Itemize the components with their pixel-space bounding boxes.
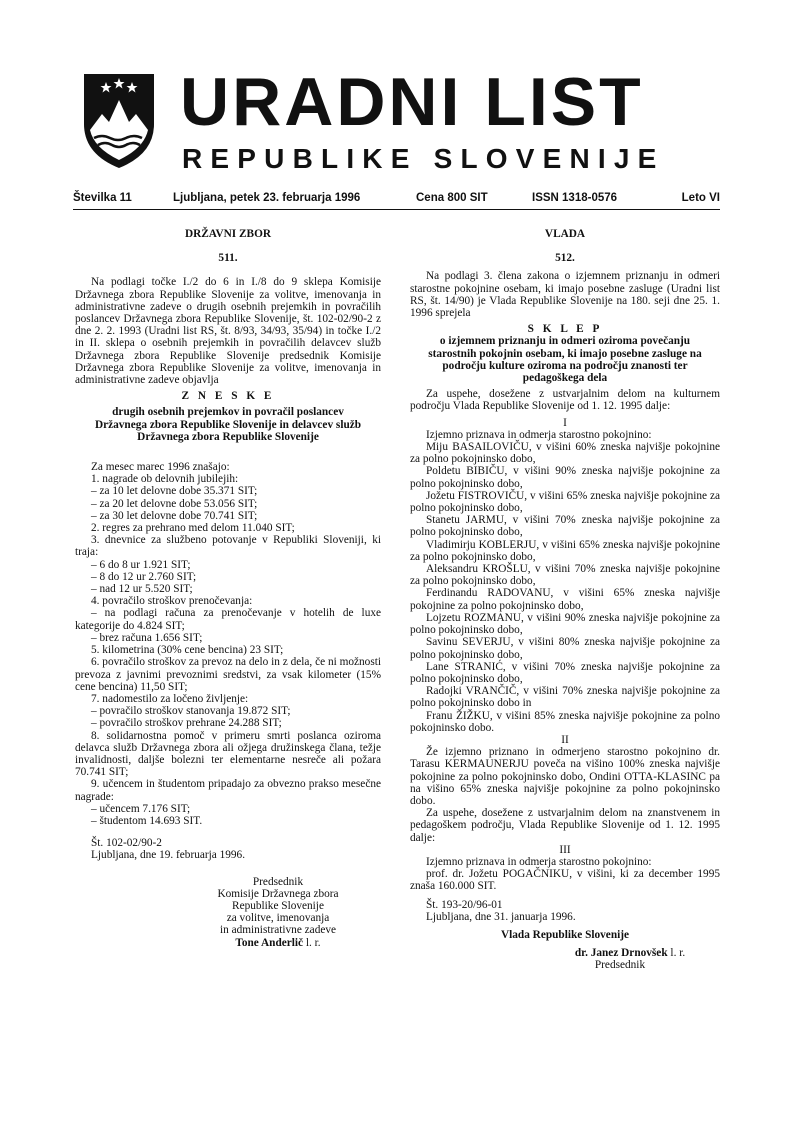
government-name: Vlada Republike Slovenije xyxy=(500,928,630,941)
signer-name: dr. Janez Drnovšek xyxy=(574,947,668,960)
signature-line: in administrativne zadeve xyxy=(219,924,337,937)
reference-number: Št. 193-20/96-01 xyxy=(426,898,503,911)
act-heading: Z N E S K E xyxy=(181,390,275,403)
pension-entry: Miju BASAILOVIČU, v višini 60% zneska najvišje pokojnine za polno pokojninsko dobo, xyxy=(410,441,720,466)
signer xyxy=(175,937,381,949)
coat-of-arms-icon xyxy=(80,72,158,170)
signature-block xyxy=(175,876,381,937)
list-item: – učencem 7.176 SIT; xyxy=(91,802,191,815)
signer-name: Tone Anderlič xyxy=(235,936,304,949)
act-number: 511. xyxy=(218,252,238,265)
place-date: Ljubljana, dne 31. januarja 1996. xyxy=(426,910,576,923)
list-item: 2. regres za prehrano med delom 11.040 SIT; xyxy=(91,522,295,535)
masthead-subtitle: REPUBLIKE SLOVENIJE xyxy=(182,143,665,174)
list-item: – povračilo stroškov prehrane 24.288 SIT; xyxy=(91,717,282,730)
list-item: 7. nadomestilo za ločeno življenje: xyxy=(91,692,249,705)
pension-entry: Aleksandru KROŠLU, v višini 70% zneska najvišje pokojnine za polno pokojninsko dobo, xyxy=(410,563,720,588)
list-item: 4. povračilo stroškov prenočevanja: xyxy=(91,595,253,608)
pension-entry: Radojki VRANČIČ, v višini 70% zneska najvišje pokojnine za polno pokojninsko dobo in xyxy=(410,685,720,710)
intro-paragraph: Na podlagi točke I./2 do 6 in I./8 do 9 sklepa Komisije Državnega zbora Republike Slovenije za volitve, imenovanja in administrativne zadeve o drugih osebnih prejemkih in povračilih poslancev Državnega zbora Republike Slovenije, št. 102-02/90-2 z dne 2. 2. 1993 (Uradni list RS, št. 8/93, 34/93, 35/94) in točke I./2 in II. sklepa o osebnih prejemkih in povračilih delavcev služb Državnega zbora Republike Slovenije predsednik Komisije Državnega zbora Republike Slovenije za volitve, imenovanja in administrativne zadeve objavlja xyxy=(75,276,381,387)
section-heading: DRŽAVNI ZBOR xyxy=(184,228,272,240)
pension-entry: Savinu SEVERJU, v višini 80% zneska najvišje pokojnine za polno pokojninsko dobo, xyxy=(410,636,720,661)
lead-1: Izjemno priznava in odmerja starostno pokojnino: xyxy=(426,428,652,441)
signature-line: za volitve, imenovanja xyxy=(226,912,330,925)
signature-line: Predsednik xyxy=(252,875,304,888)
roman-section-2: II xyxy=(561,733,569,746)
list-item: 1. nagrade ob delovnih jubilejih: xyxy=(91,473,239,486)
place-date: Ljubljana, dne 19. februarja 1996. xyxy=(91,849,246,862)
preamble: Za uspehe, dosežene z ustvarjalnim delom na kulturnem področju Vlada Republike Slovenije od 1. 12. 1995 dalje: xyxy=(410,388,720,413)
paragraph-4: prof. dr. Jožetu POGAČNIKU, v višini, ki za december 1995 znaša 160.000 SIT. xyxy=(410,868,720,893)
act-heading: S K L E P xyxy=(527,323,603,336)
signer-role: Predsednik xyxy=(594,959,646,972)
roman-section-3: III xyxy=(559,843,571,856)
amounts-list xyxy=(75,461,381,827)
issue-number: Številka 11 xyxy=(73,192,132,204)
pension-entry: Lane STRANIĆ, v višini 70% zneska najvišje pokojnine za polno pokojninsko dobo, xyxy=(410,660,720,685)
right-column xyxy=(410,228,720,972)
list-item: – brez računa 1.656 SIT; xyxy=(91,631,203,644)
issue-info-bar xyxy=(73,189,720,210)
list-item: – 6 do 8 ur 1.921 SIT; xyxy=(91,558,191,571)
act-title: o izjemnem priznanju in odmeri oziroma povečanju starostnih pokojnin osebam, ki imajo posebne zasluge na področju kulture oziroma na področju znanosti ter pedagoškega dela xyxy=(428,335,702,385)
issn: ISSN 1318-0576 xyxy=(532,192,618,204)
list-item: – povračilo stroškov stanovanja 19.872 SIT; xyxy=(91,705,291,718)
list-item: – za 20 let delovne dobe 53.056 SIT; xyxy=(91,497,258,510)
list-item: – za 30 let delovne dobe 70.741 SIT; xyxy=(91,509,258,522)
pension-entry: Ferdinandu RADOVANU, v višini 65% zneska najvišje pokojnine za polno pokojninsko dobo, xyxy=(410,587,720,612)
list-item: – 8 do 12 ur 2.760 SIT; xyxy=(91,570,197,583)
act-number: 512. xyxy=(555,252,575,265)
pension-entry: Franu ŽIŽKU, v višini 85% zneska najvišje pokojnine za polno pokojninsko dobo. xyxy=(410,709,720,734)
signature-line: Republike Slovenije xyxy=(232,899,324,912)
pension-entry: Jožetu FISTROVIČU, v višini 65% zneska najvišje pokojnine za polno pokojninsko dobo, xyxy=(410,489,720,515)
list-item: – na podlagi računa za prenočevanje v hotelih de luxe kategorije do 4.824 SIT; xyxy=(75,607,381,632)
list-item: Za mesec marec 1996 znašajo: xyxy=(91,461,230,474)
signer-suffix: l. r. xyxy=(667,947,686,960)
issue-year: Leto VI xyxy=(681,192,720,204)
list-item: – študentom 14.693 SIT. xyxy=(91,814,203,827)
reference-number: Št. 102-02/90-2 xyxy=(91,837,162,850)
signature-line: Komisije Državnega zbora xyxy=(217,887,339,900)
list-item: 9. učencem in študentom pripadajo za obvezno prakso mesečne nagrade: xyxy=(75,778,381,803)
paragraph-3: Za uspehe, dosežene z ustvarjalnim delom na znanstvenem in pedagoškem področju, Vlada Republike Slovenije od 1. 12. 1995 dalje: xyxy=(410,807,720,844)
roman-section-1: I xyxy=(563,416,567,429)
signer-suffix: l. r. xyxy=(303,936,321,949)
intro-paragraph: Na podlagi 3. člena zakona o izjemnem priznanju in odmeri starostne pokojnine osebam, ki imajo posebne zasluge (Uradni list RS, št. 14/90) je Vlada Republike Slovenije na 180. seji dne 25. 1. 1996 sprejela xyxy=(410,270,720,320)
left-column xyxy=(75,228,381,949)
list-item: 3. dnevnice za službeno potovanje v Republiki Sloveniji, ki traja: xyxy=(75,534,381,559)
pension-entry: Vladimirju KOBLERJU, v višini 65% zneska najvišje pokojnine za polno pokojninsko dobo, xyxy=(410,538,720,563)
section-heading: VLADA xyxy=(544,228,586,240)
masthead-title: URADNI LIST xyxy=(180,64,644,140)
pension-entry: Stanetu JARMU, v višini 70% zneska najvišje pokojnine za polno pokojninsko dobo, xyxy=(410,514,720,539)
lead-3: Izjemno priznava in odmerja starostno pokojnino: xyxy=(426,855,652,868)
signer xyxy=(540,947,720,959)
act-title: drugih osebnih prejemkov in povračil poslancev Državnega zbora Republike Slovenije in delavcev služb Državnega zbora Republike Slovenije xyxy=(94,406,362,443)
paragraph-2: Že izjemno priznano in odmerjeno starostno pokojnino dr. Tarasu KERMAUNERJU poveča na višino 100% zneska najvišje pokojnine za polno pokojninsko dobo, Ondini OTTA-KLASINC pa na višino 65% zneska najvišje pokojnine za polno pokojninsko dobo. xyxy=(410,746,720,807)
issue-date: Ljubljana, petek 23. februarja 1996 xyxy=(173,192,361,204)
pension-entry: Poldetu BIBIČU, v višini 90% zneska najvišje pokojnine za polno pokojninsko dobo, xyxy=(410,465,720,490)
list-item: – nad 12 ur 5.520 SIT; xyxy=(91,583,193,596)
list-item: 8. solidarnostna pomoč v primeru smrti poslanca oziroma delavca služb Državnega zbora ali ožjega družinskega člana, težje invalidnosti, daljše bolezni ter elementarne nesreče ali požara 70.741 SIT; xyxy=(75,729,381,779)
list-item: 6. povračilo stroškov za prevoz na delo in z dela, če ni možnosti prevoza z javnimi prevoznimi sredstvi, za vsak kilometer (15% cene bencina) 11,50 SIT; xyxy=(75,656,381,693)
pensions-list xyxy=(410,441,720,734)
list-item: – za 10 let delovne dobe 35.371 SIT; xyxy=(91,485,258,498)
list-item: 5. kilometrina (30% cene bencina) 23 SIT; xyxy=(91,644,284,657)
issue-price: Cena 800 SIT xyxy=(416,192,488,204)
pension-entry: Lojzetu ROZMANU, v višini 90% zneska najvišje pokojnine za polno pokojninsko dobo, xyxy=(410,611,720,637)
